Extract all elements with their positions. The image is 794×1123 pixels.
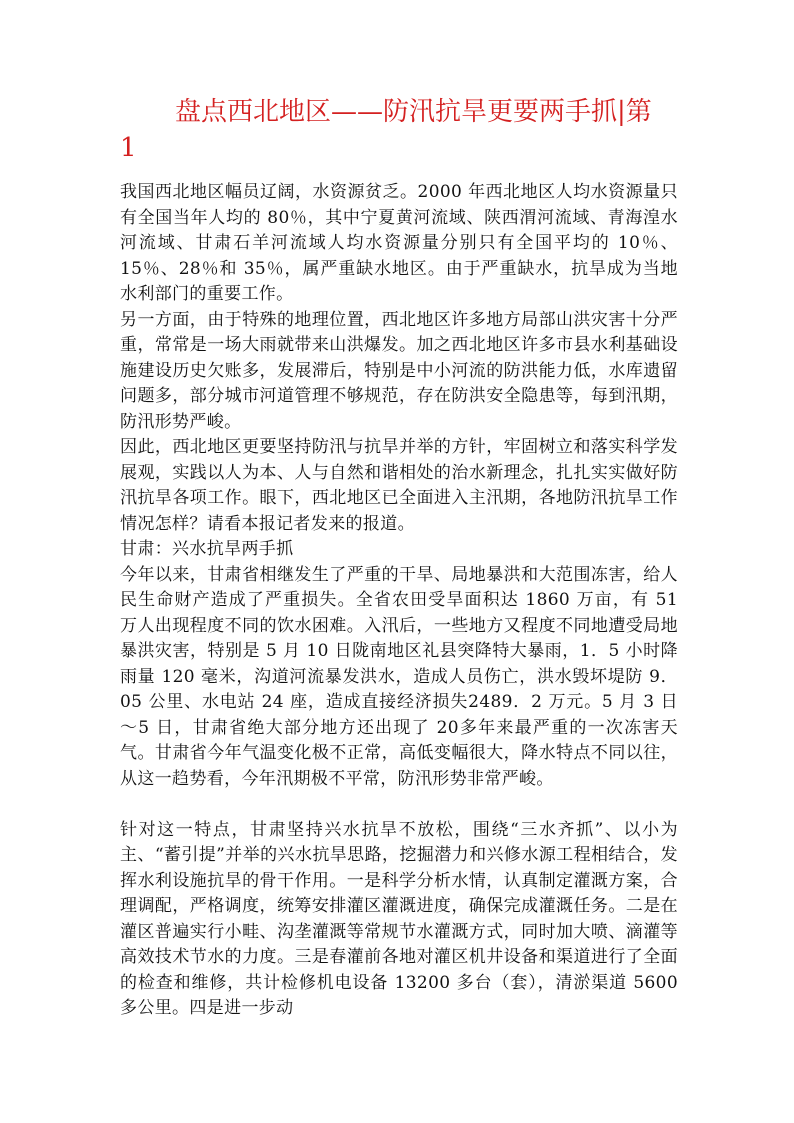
- paragraph-intro: 我国西北地区幅员辽阔，水资源贫乏。2000 年西北地区人均水资源量只有全国当年人均的 80％，其中宁夏黄河流域、陕西渭河流域、青海湟水河流域、甘肃石羊河流域人均水资源量分别只有全国平均的 10％、15％、28％和 35％，属严重缺水地区。由于严重缺水，抗旱成为当地水利部门的重要工作。: [120, 182, 678, 304]
- paragraph-flood-risk: 另一方面，由于特殊的地理位置，西北地区许多地方局部山洪灾害十分严重，常常是一场大雨就带来山洪爆发。加之西北地区许多市县水利基础设施建设历史欠账多，发展滞后，特别是中小河流的防洪能力低，水库遗留问题多，部分城市河道管理不够规范，存在防洪安全隐患等，每到汛期，防汛形势严峻。: [120, 309, 678, 432]
- document-title: [120, 94, 680, 166]
- title-line-2: 1: [120, 133, 137, 163]
- title-line-1: 盘点西北地区——防汛抗旱更要两手抓|第: [175, 97, 652, 127]
- paragraph-gansu-measures: 针对这一特点，甘肃坚持兴水抗旱不放松，围绕“三水齐抓”、以小为主、“蓄引提”并举的兴水抗旱思路，挖掘潜力和兴修水源工程相结合，发挥水利设施抗旱的骨干作用。一是科学分析水情，认真制定灌溉方案，合理调配，严格调度，统筹安排灌区灌溉进度，确保完成灌溉任务。二是在灌区普遍实行小畦、沟垄灌溉等常规节水灌溉方式，同时加大喷、滴灌等高效技术节水的力度。三是春灌前各地对灌区机井设备和渠道进行了全面的检查和维修，共计检修机电设备 13200 多台（套），清淤渠道 5600 多公里。四是进一步动: [120, 819, 678, 1018]
- paragraph-policy: 因此，西北地区更要坚持防汛与抗旱并举的方针，牢固树立和落实科学发展观，实践以人为本、人与自然和谐相处的治水新理念，扎扎实实做好防汛抗旱各项工作。眼下，西北地区已全面进入主汛期，各地防汛抗旱工作情况怎样？请看本报记者发来的报道。: [120, 437, 678, 534]
- paragraph-gansu-disasters: 今年以来，甘肃省相继发生了严重的干旱、局地暴洪和大范围冻害，给人民生命财产造成了严重损失。全省农田受旱面积达 1860 万亩，有 51 万人出现程度不同的饮水困难。入汛后，一些地方又程度不同地遭受局地暴洪灾害，特别是 5 月 10 日陇南地区礼县突降特大暴雨，1．5 小时降雨量 120 毫米，沟道河流暴发洪水，造成人员伤亡，洪水毁坏堤防 9．05 公里、水电站 24 座，造成直接经济损失2489．2 万元。5 月 3 日～5 日，甘肃省绝大部分地方还出现了 20多年来最严重的一次冻害天气。甘肃省今年气温变化极不正常，高低变幅很大，降水特点不同以往，从这一趋势看，今年汛期极不平常，防汛形势非常严峻。: [120, 564, 678, 789]
- document-body: [120, 180, 678, 1022]
- section-heading-gansu: 甘肃：兴水抗旱两手抓: [120, 539, 294, 559]
